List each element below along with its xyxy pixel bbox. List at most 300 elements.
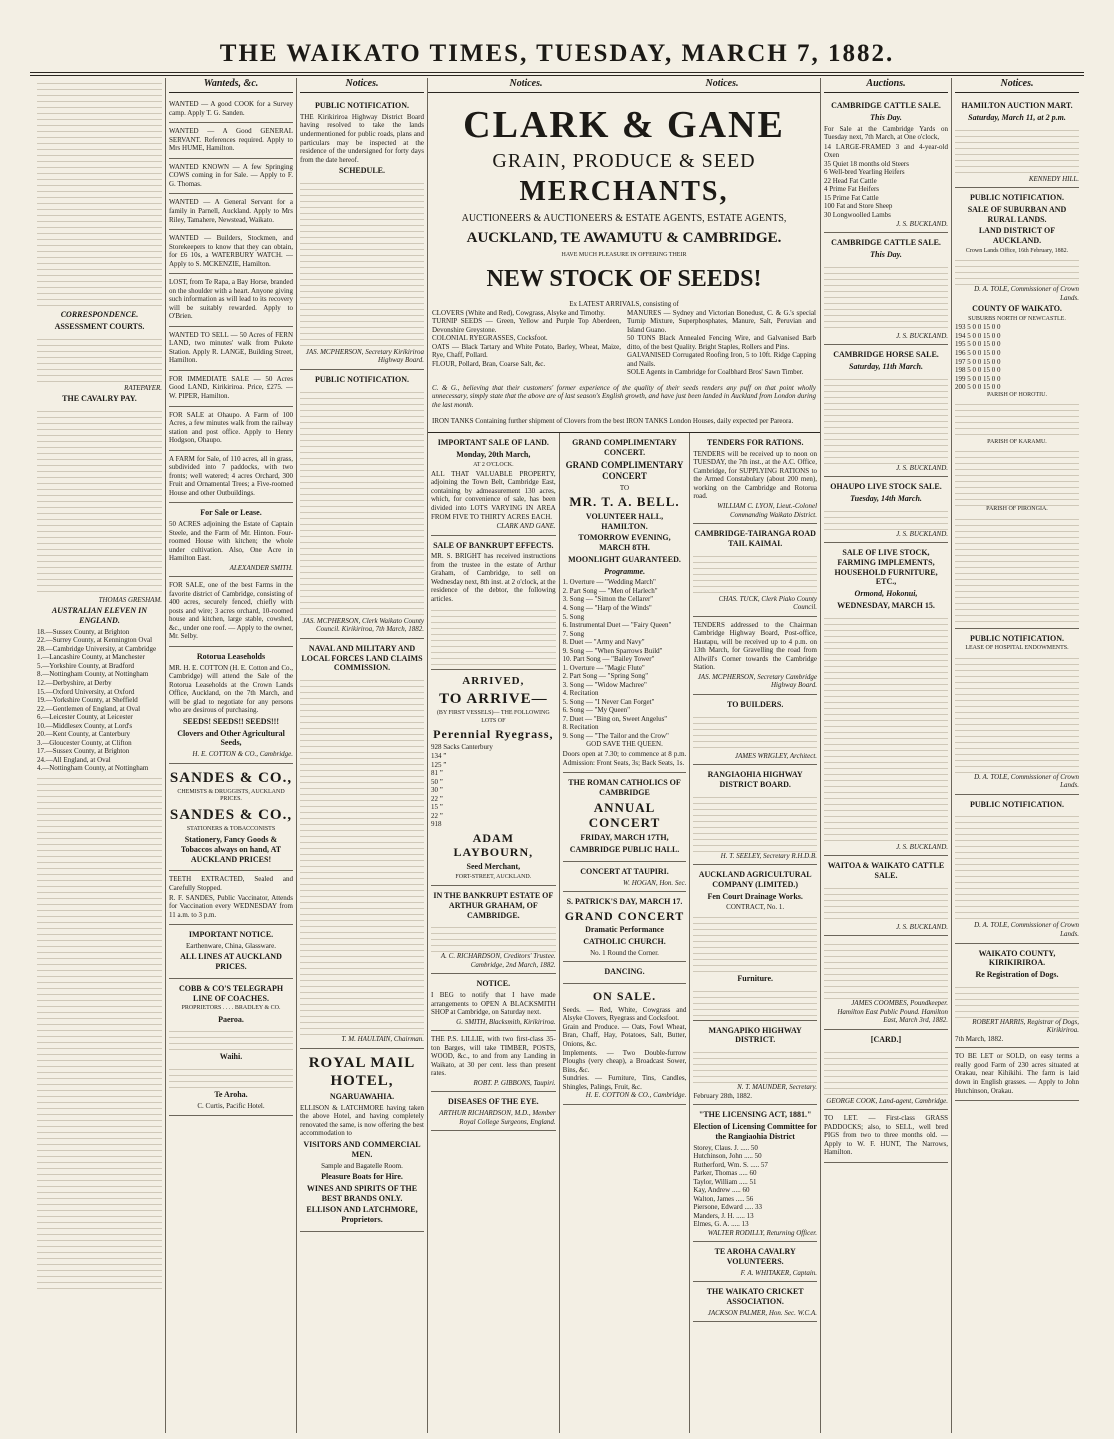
clark-gane-roles: AUCTIONEERS & AUCTIONEERS & ESTATE AGENTS, ESTATE AGENTS, (461, 213, 787, 225)
rotorua-heading: Rotorua Leaseholds (196, 651, 266, 661)
masthead: THE WAIKATO TIMES, TUESDAY, MARCH 7, 1882. (219, 40, 895, 67)
notice-heading: PUBLIC NOTIFICATION. (314, 101, 410, 111)
seed-item: CLOVERS (White and Red), Cowgrass, Alsyke and Timothy. (432, 308, 605, 317)
ad-text: MR. H. E. COTTON (H. E. Cotton and Co., Cambridge) will attend the Sale of the Rotorua Leaseholds at the Crown Lands Office, Auckland, on the 7th March, and will be glad to negotiate for any persons who are desirous of purchasing. (169, 663, 293, 715)
clark-gane-place: AUCKLAND, TE AWAMUTU & CAMBRIDGE. (466, 230, 782, 247)
concert-when: TOMORROW EVENING, MARCH 8TH. (578, 533, 671, 553)
royal-visitors: VISITORS AND COMMERCIAL MEN. (303, 1140, 421, 1159)
mangapiko-text (693, 1047, 817, 1083)
lillie-text: THE P.S. LILLIE, with two first-class 35-ton Barges, will take TIMBER, POSTS, WOOD, &c., to and from any Landing in Waikato, at 30 per cent. less than present rates. (431, 1035, 556, 1078)
fixture-item: 20.—Kent County, at Canterbury (37, 730, 131, 739)
concert-name: MR. T. A. BELL. (569, 494, 680, 510)
annual-place: CAMBRIDGE PUBLIC HALL. (569, 845, 680, 855)
god-save: GOD SAVE THE QUEEN. (586, 740, 663, 749)
bankruptcy2-signature: A. C. RICHARDSON, Creditors' Trustee. Cambridge, 2nd March, 1882. (440, 952, 556, 969)
naval-heading: NAVAL AND MILITARY AND LOCAL FORCES LAND CLAIMS COMMISSION. (301, 643, 423, 673)
sack-item: 15 ” (431, 803, 443, 812)
sale-signature: CLARK AND GANE. (496, 522, 556, 531)
clark-gane-ad (428, 96, 820, 433)
vessels-text: (BY FIRST VESSELS)— THE FOLLOWING LOTS OF (436, 710, 550, 724)
column-6 (559, 433, 690, 1433)
farm-date: WEDNESDAY, MARCH 15. (837, 600, 935, 610)
fixture-item: 24.—All England, at Oval (37, 755, 111, 764)
ryegrass-heading: Perennial Ryegrass, (433, 726, 554, 741)
ad-text: A FARM for Sale, of 110 acres, all in grass, subdivided into 7 paddocks, with two fronts; well watered; 4 acres Orchard, 300 Fruit and Ornamental Trees; a Five-roomed House and other Outbuildings. (169, 454, 293, 497)
candidate-item: Manders, J. H. ..... 13 (693, 1211, 754, 1220)
cattle-item: 30 Longwoolled Lambs (824, 211, 891, 219)
impounded-text (824, 939, 948, 999)
sale-text: ALL THAT VALUABLE PROPERTY, adjoining the Town Belt, Cambridge East, containing by admeasurement 130 acres, which, for convenience of sale, has been divided into LOTS VARYING IN AREA FROM FIVE TO THIRTY ACRES EACH. (431, 469, 556, 521)
cattle-item: 100 Fat and Store Sheep (824, 202, 893, 211)
column-9 (951, 78, 1082, 1433)
dogs-date: 7th March, 1882. (955, 1034, 1004, 1043)
card-heading: [CARD.] (870, 1034, 902, 1044)
notice-signature: JAS. MCPHERSON, Secretary Kirikiriroa Highway Board. (305, 347, 424, 365)
seed-item: COLONIAL RYEGRASSES, Cocksfoot. (432, 334, 548, 343)
seed-item: TURNIP SEEDS — Green, Yellow and Purple Top Aberdeen, Devonshire Greystone. (432, 317, 621, 334)
rangiaohia-text (693, 792, 817, 852)
on-sale-item: Implements. — Two Double-furrow Ploughs (very cheap), a Broadcast Sower, Bins, &c. (562, 1048, 687, 1074)
fixture-item: 5.—Yorkshire County, at Bradford (37, 661, 135, 670)
ohaupo-text (824, 506, 948, 530)
ad-text: R. F. SANDES, Public Vaccinator, Attends for Vaccination every WEDNESDAY from 11 a.m. to 3 p.m. (169, 893, 293, 919)
candidate-item: Walton, James ..... 56 (693, 1194, 754, 1203)
notif-date: Crown Lands Office, 16th February, 1882. (965, 247, 1069, 254)
cavalry-heading: THE CAVALRY PAY. (62, 394, 137, 404)
rations-text: TENDERS will be received up to noon on TUESDAY, the 7th inst., at the A.C. Office, Cambridge, for SUPPLYING RATIONS to the Armed Constabulary (about 200 men), working on the Cambridge and Rotorua road. (693, 449, 818, 501)
column-8 (820, 78, 951, 1433)
hamilton-signature: KENNEDY HILL. (1028, 174, 1079, 183)
candidate-item: Hutchinson, John ..... 50 (693, 1152, 762, 1161)
horse-text (824, 374, 948, 464)
dogs-heading: Re Registration of Dogs. (975, 970, 1059, 980)
ad-text: WANTED — Builders, Stockmen, and Storekeepers to know that they can obtain, for £6 10s, a WATERBURY WATCH. — Apply to S. MCKENZIE, Hamilton. (169, 234, 293, 268)
fixture-item: 12.—Derbyshire, at Derby (37, 679, 112, 687)
columns (34, 78, 1084, 1433)
adam-place: FORT-STREET, AUCKLAND. (455, 873, 532, 880)
dogs-text (955, 982, 1079, 1018)
candidate-item: Parker, Thomas ..... 60 (693, 1169, 757, 1178)
ad-text: 50 ACRES adjoining the Estate of Captain Steele, and the Farm of Mr. Hinton. Four-roomed House with kitchen; the whole under cultivation. Also, One Acre in Hamilton East. (169, 520, 293, 563)
builders-text (693, 712, 817, 752)
clark-gane-merchants: MERCHANTS, (519, 175, 729, 207)
programme-item: 8. Recitation (562, 723, 599, 732)
ad-text: WANTED — A good COOK for a Survey camp. Apply T. G. Sanden. (169, 100, 293, 117)
seed-item: MANURES — Sydney and Victorian Bonedust, C. & G.'s special Turnip Mixture, Superphosphates, Manure, Salt, Peruvian and Island Guano. (627, 308, 816, 334)
route-text (169, 1064, 293, 1088)
cattle-text: For Sale at the Cambridge Yards on Tuesday next, 7th March, at One o'clock, (824, 124, 948, 142)
lot-item: 198 5 0 0 15 0 0 (955, 366, 1001, 375)
programme-item: 3. Song — "Simon the Cellarer" (562, 595, 654, 604)
concert-big: GRAND COMPLIMENTARY CONCERT (565, 459, 684, 481)
fixture-item: 22.—Gentlemen of England, at Oval (37, 704, 141, 713)
on-sale-heading: ON SALE. (592, 989, 657, 1004)
cricket-heading: THE WAIKATO CRICKET ASSOCIATION. (706, 1287, 804, 1307)
ad-text: WANTED — A General Servant for a family in Parnell, Auckland. Apply to Mrs Riley, Tamahere, Newstead, Waikato. (169, 198, 293, 224)
on-sale-item: Grain and Produce. — Oats, Fowl Wheat, Bran, Chaff, Hay, Potatoes, Salt, Butter, Onions, &c. (562, 1022, 687, 1048)
programme-item: 7. Song (562, 629, 585, 638)
hamilton-text (955, 125, 1079, 175)
fixture-item: 17.—Sussex County, at Brighton (37, 747, 130, 756)
te-aroha-cavalry-signature: F. A. WHITAKER, Captain. (740, 1268, 818, 1277)
group-headers (428, 78, 820, 96)
mangapiko-signature: N. T. MAUNDER, Secretary. (737, 1083, 818, 1092)
programme-item: 9. Song — "When Sparrows Build" (562, 646, 663, 655)
fixture-item: 28.—Cambridge University, at Cambridge (37, 644, 157, 653)
naval-signature: T. M. HAULTAIN, Chairman. (341, 1035, 424, 1043)
builders-heading: TO BUILDERS. (727, 699, 784, 709)
important-sub: Earthenware, China, Glassware. (186, 941, 276, 950)
grand-concert-place: CATHOLIC CHURCH. (583, 937, 666, 947)
annual-date: FRIDAY, MARCH 17TH, (580, 833, 669, 843)
notif-heading: PUBLIC NOTIFICATION. (969, 193, 1065, 203)
correspondence-heading: CORRESPONDENCE. (60, 310, 139, 319)
bankruptcy2-heading: IN THE BANKRUPT ESTATE OF ARTHUR GRAHAM, OF CAMBRIDGE. (433, 891, 554, 920)
sack-item: 125 ” (431, 760, 447, 769)
concert-heading: GRAND COMPLIMENTARY CONCERT. (572, 438, 677, 457)
cattle-item: 4 Prime Fat Heifers (824, 185, 880, 194)
clark-gane-tanks: IRON TANKS Containing further shipment of Clovers from the best IRON TANKS London Houses, daily expected per Pareora. (432, 416, 794, 425)
section-header: Auctions. (824, 78, 948, 93)
karamu-heading: PARISH OF KARAMU. (987, 438, 1047, 445)
royal-hotel-place: NGARUAWAHIA. (329, 1092, 395, 1102)
ad-signature: ALEXANDER SMITH. (229, 563, 293, 572)
impounded-signature: JAMES COOMBES, Poundkeeper. Hamilton East Public Pound. Hamilton East, March 3rd, 1882. (837, 999, 948, 1025)
cattle-item: 15 Prime Fat Cattle (824, 193, 879, 202)
bankrupt-text: MR. S. BRIGHT has received instructions from the trustee in the estate of Arthur Graham, of Cambridge, to sell on Wednesday next, 8th inst. at 2 o'clock, at the residence of the debtor, the following articles. (431, 552, 556, 603)
ohaupo-date: Tuesday, 14th March. (850, 493, 922, 503)
sandes-sub: CHEMISTS & DRUGGISTS, AUCKLAND PRICES. (177, 788, 285, 803)
letter-text (37, 406, 162, 596)
patrick-heading: S. PATRICK'S DAY, MARCH 17. (566, 897, 683, 907)
hamilton-date: Saturday, March 11, at 2 p.m. (968, 112, 1066, 122)
tairanga-signature: CHAS. TUCK, Clerk Piako County Council. (718, 594, 818, 612)
lot-item: 193 5 0 0 15 0 0 (955, 323, 1001, 332)
article-text (37, 78, 162, 308)
column-7 (689, 433, 820, 1433)
card-text (824, 1047, 948, 1097)
sack-item: 81 ” (431, 769, 443, 778)
ohaupo-signature: J. S. BUCKLAND. (896, 529, 948, 538)
notice-text (300, 387, 424, 617)
furniture-heading: Furniture. (737, 973, 773, 983)
candidate-item: Piersone, Edward ..... 33 (693, 1203, 762, 1212)
let-text: TO BE LET or SOLD, on easy terms a really good Farm of 230 acres situated at Orakau, near Kihikihi. The farm is laid down in English grasses. — Apply to John Hutchinson, Orakau. (955, 1052, 1079, 1095)
cattle-signature: J. S. BUCKLAND. (896, 219, 948, 228)
notice-signature: G. SMITH, Blacksmith, Kirikiriroa. (456, 1017, 556, 1026)
ad-text: FOR IMMEDIATE SALE — 50 Acres Good LAND, Kirikiriroa. Price, £275. — W. PIPER, Hamilton. (169, 374, 293, 400)
section-header: Wanteds, &c. (169, 78, 293, 93)
cattle2-signature: J. S. BUCKLAND. (896, 331, 948, 340)
horotiu-text (955, 399, 1079, 439)
rations-signature: WILLIAM C. LYON, Lieut.-Colonel Commanding Waikato District. (717, 502, 818, 519)
route-paeroa: Paeroa. (218, 1014, 244, 1024)
seed-item: GALVANISED Corrugated Roofing Iron, 5 to 10ft. Ridge Capping and Nails. (627, 351, 816, 368)
pirongia-text (955, 514, 1079, 624)
notice-heading: PUBLIC NOTIFICATION. (314, 374, 410, 384)
clark-gane-seeds: NEW STOCK OF SEEDS! (486, 265, 762, 292)
items-right (627, 309, 816, 377)
notice-text: THE Kirikiriroa Highway District Board having resolved to take the lands undermentioned for public roads, plans and particulars may be inspected at the residence of the undersigned for forty days from the date hereof. (300, 112, 424, 164)
seed-item: OATS — Black Tartary and White Potato, Barley, Wheat, Maize, Rye, Chaff, Pollard. (432, 342, 621, 360)
aap-text (693, 912, 817, 972)
cattle-item: 6 Well-bred Yearling Heifers (824, 168, 905, 177)
assessment-signature: RATEPAYER. (124, 383, 162, 392)
fixture-item: 4.—Nottingham County, at Nottingham (37, 764, 149, 773)
candidate-item: Taylor, William ..... 51 (693, 1177, 757, 1186)
clark-gane-arrivals: Ex LATEST ARRIVALS, consisting of (569, 300, 679, 309)
items-left (432, 309, 621, 377)
ad-text: WANTED TO SELL — 50 Acres of FERN LAND, two minutes' walk from Pukete Station. Apply R. LANGE, Building Street, Hamilton. (169, 330, 293, 365)
lot-item: 197 5 0 0 15 0 0 (955, 357, 1001, 366)
horse-date: Saturday, 11th March. (849, 361, 923, 371)
sack-item: 918 (431, 820, 442, 829)
concert-to: TO (619, 483, 630, 492)
rations-heading: TENDERS FOR RATIONS. (706, 438, 804, 448)
builders-signature: JAMES WRIGLEY, Architect. (734, 751, 818, 760)
te-aroha-cavalry-heading: TE AROHA CAVALRY VOLUNTEERS. (714, 1247, 796, 1267)
lot-item: 195 5 0 0 15 0 0 (955, 340, 1001, 349)
seeds-banner: SEEDS! SEEDS!! SEEDS!!! (182, 716, 280, 726)
cattle2-text (824, 262, 948, 332)
diseases-signature: ARTHUR RICHARDSON, M.D., Member Royal College Surgeons, England. (439, 1109, 556, 1126)
aap-contract: CONTRACT, No. 1. (726, 903, 785, 912)
furniture-text (693, 986, 817, 1016)
fixture-item: 15.—Oxford University, at Oxford (37, 687, 135, 696)
candidates-list (693, 1144, 817, 1229)
cavalry-signature: THOMAS GRESHAM. (98, 595, 162, 604)
horse-signature: J. S. BUCKLAND. (896, 463, 948, 472)
rangiaohia-heading: RANGIAOHIA HIGHWAY DISTRICT BOARD. (707, 770, 803, 789)
notif2-signature: D. A. TOLE, Commissioner of Crown Lands. (974, 772, 1079, 790)
adam-title: ADAM LAYBOURN, (453, 830, 534, 860)
programme-item: 6. Instrumental Duet — "Fairy Queen" (562, 621, 672, 630)
lot-item: 199 5 0 0 15 0 0 (955, 374, 1001, 383)
notice-text: I BEG to notify that I have made arrangements to OPEN A BLACKSMITH SHOP at Cambridge, on Saturday next. (431, 991, 556, 1017)
farm-heading: SALE OF LIVE STOCK, FARMING IMPLEMENTS, HOUSEHOLD FURNITURE, ETC., (834, 548, 938, 587)
catholic-heading: THE ROMAN CATHOLICS OF CAMBRIDGE (568, 778, 681, 797)
farm-place: Ormond, Hokonui, (854, 589, 918, 599)
let-text: TO LET. — First-class GRASS PADDOCKS; also, to SELL, well bred PIGS from two to three months old. — Apply to W. F. HUNT, The Narrows, Hamilton. (824, 1114, 948, 1157)
rangiaohia-signature: H. T. SEELEY, Secretary R.H.D.B. (720, 851, 818, 860)
route-te-aroha: Te Aroha. (214, 1090, 248, 1100)
farm-text (824, 613, 948, 843)
programme-item: 5. Song — "I Never Can Forget" (562, 697, 655, 706)
grand-concert-sub: Dramatic Performance (585, 925, 664, 935)
sacks-list (431, 752, 556, 829)
eleven-heading: AUSTRALIAN ELEVEN IN ENGLAND. (51, 606, 148, 626)
programme-item: 3. Song — "Widow Machree" (562, 680, 647, 689)
lillie-signature: ROBT. P. GIBBONS, Taupiri. (473, 1078, 556, 1087)
doors-text: Doors open at 7.30; to commence at 8 p.m. Admission: Front Seats, 3s; Back Seats, 1s. (562, 750, 687, 767)
schedule-heading: SCHEDULE. (338, 166, 385, 176)
lot-item: 200 5 0 0 15 0 0 (955, 383, 1001, 392)
clovers-heading: Clovers and Other Agricultural Seeds, (177, 728, 285, 748)
seed-item: FLOUR, Pollard, Bran, Coarse Salt, &c. (432, 359, 546, 368)
taupiri-heading: CONCERT AT TAUPIRI. (580, 866, 669, 876)
programme-item: 4. Song — "Harp of the Winds" (562, 603, 652, 612)
royal-boats: Pleasure Boats for Hire. (321, 1172, 403, 1182)
route-text (169, 1026, 293, 1050)
column-group (427, 78, 820, 1433)
notif-district: LAND DISTRICT OF AUCKLAND. (978, 226, 1056, 246)
programme-item: 9. Song — "The Tailor and the Crow" (562, 731, 669, 740)
sandes-title-2: SANDES & CO., (169, 806, 293, 823)
coach-agent: C. Curtis, Pacific Hotel. (197, 1101, 265, 1110)
route-waihi: Waihi. (219, 1052, 243, 1062)
notif-sub: SALE OF SUBURBAN AND RURAL LANDS. (967, 204, 1067, 224)
on-sale-list (563, 1006, 687, 1091)
ad-text: FOR SALE at Ohaupo. A Farm of 100 Acres, a few minutes walk from the railway station and post office. Apply to Henry Hodgson, Ohaupo. (169, 410, 293, 445)
notice-heading: NOTICE. (476, 979, 511, 989)
clark-gane-title: CLARK & GANE (463, 104, 785, 147)
fixture-item: 1.—Lancashire County, at Manchester (37, 653, 145, 662)
notif-text (955, 255, 1079, 285)
royal-signature: ELLISON AND LATCHMORE, Proprietors. (306, 1205, 418, 1225)
fixture-item: 8.—Nottingham County, at Nottingham (37, 670, 149, 679)
bankrupt-list (431, 605, 556, 665)
ad-text: LOST, from Te Rapa, a Bay Horse, branded on the shoulder with a heart. Anyone giving such information as will lead to its recovery will be suitably rewarded. Apply to O'Brien. (169, 278, 293, 321)
sandes-sub-2: STATIONERS & TOBACCONISTS (186, 825, 276, 832)
sack-item: 50 ” (431, 777, 443, 786)
clark-gane-quality: C. & G., believing that their customers' former experience of the quality of their seeds renders any puff on that point wholly unnecessary, simply state that the above are of last season's English growth, and have just been landed in Auckland from London during the last month. (432, 383, 816, 409)
section-header: Notices. (624, 78, 820, 93)
programme-heading: Programme. (603, 566, 646, 576)
bridge-signature: JAS. MCPHERSON, Secretary Cambridge Highway Board. (697, 672, 818, 690)
programme-item: 5. Song (562, 612, 585, 621)
programme-item: 1. Overture — "Magic Flute" (562, 663, 645, 672)
royal-wines: WINES AND SPIRITS OF THE BEST BRANDS ONLY. (306, 1183, 418, 1203)
notif2-heading: PUBLIC NOTIFICATION. (969, 633, 1065, 643)
ad-text: WANTED KNOWN — A few Springing COWS coming in for Sale. — Apply to F. G. Thomas. (169, 162, 293, 188)
sack-item: 30 ” (431, 786, 443, 795)
letter-text (37, 334, 162, 384)
this-day-2: This Day. (870, 249, 902, 259)
column-2 (165, 78, 296, 1433)
on-sale-signature: H. E. COTTON & CO., Cambridge. (585, 1091, 687, 1100)
article-text (37, 773, 162, 1293)
on-sale-item: Sundries. — Furniture, Tins, Candles, Shingles, Palings, Fruit, &c. (562, 1074, 687, 1091)
sack-item: 22 ” (431, 794, 443, 803)
programme-item: 10. Part Song — "Bailey Tower" (562, 655, 655, 664)
cattle-item: 22 Head Fat Cattle (824, 176, 877, 185)
notif3-text (955, 811, 1079, 921)
horse-heading: CAMBRIDGE HORSE SALE. (833, 350, 939, 360)
adam-sub: Seed Merchant, (466, 862, 521, 872)
karamu-text (955, 446, 1079, 506)
mangapiko-heading: MANGAPIKO HIGHWAY DISTRICT. (708, 1025, 802, 1045)
sandes-title: SANDES & CO., (169, 769, 293, 786)
sale-time: AT 2 O'CLOCK. (473, 461, 514, 468)
programme-item: 2. Part Song — "Spring Song" (562, 672, 649, 681)
hamilton-heading: HAMILTON AUCTION MART. (961, 101, 1073, 111)
fixture-item: 19.—Yorkshire County, at Sheffield (37, 696, 138, 705)
cricket-signature: JACKSON PALMER, Hon. Sec. W.C.A. (707, 1308, 818, 1317)
horotiu-heading: PARISH OF HOROTIU. (987, 391, 1047, 398)
notice-signature: JAS. MCPHERSON, Clerk Waikato County Council. Kirikiriroa, 7th March, 1882. (302, 616, 424, 634)
candidate-item: Rutherford, Wm. S. ..... 57 (693, 1160, 768, 1169)
cattle-heading: CAMBRIDGE CATTLE SALE. (831, 101, 941, 111)
waitoa-heading: WAITOA & WAIKATO CATTLE SALE. (827, 861, 945, 880)
sale-date: Monday, 20th March, (456, 449, 531, 459)
programme-item: 1. Overture — "Wedding March" (562, 578, 656, 587)
masthead-rule-2 (30, 75, 1084, 76)
county-heading: COUNTY OF WAIKATO. (972, 304, 1062, 314)
lot-item: 194 5 0 0 15 0 0 (955, 331, 1001, 340)
cattle-list (824, 143, 948, 220)
this-day: This Day. (870, 112, 902, 122)
ohaupo-heading: OHAUPO LIVE STOCK SALE. (830, 482, 942, 492)
notif2-sub: LEASE OF HOSPITAL ENDOWMENTS. (965, 645, 1069, 652)
sack-item: 22 ” (431, 811, 443, 820)
waitoa-text (824, 883, 948, 923)
annual-concert: ANNUAL CONCERT (588, 799, 661, 831)
seed-item: SOLE Agents in Cambridge for Coalbhard Bros' Sawn Timber. (627, 368, 804, 377)
aap-heading: AUCKLAND AGRICULTURAL COMPANY (LIMITED.) (698, 870, 812, 889)
newcastle-heading: SUBURBS NORTH OF NEWCASTLE. (968, 316, 1066, 323)
ad-text: FOR SALE, one of the best Farms in the favorite district of Cambridge, consisting of 400 acres, securely fenced, chiefly with posts and wire; 3 acres orchard, 10-roomed house and kitchen, large stable, cowshed, &c., under one roof. — Apply to the owner, Mr. Selby. (169, 581, 293, 641)
column-5 (428, 433, 559, 1433)
sandes-line: Stationery, Fancy Goods & Tobaccos always on hand, AT AUCKLAND PRICES! (180, 835, 282, 864)
lot-item: 196 5 0 0 15 0 0 (955, 349, 1001, 357)
programme-item: 4. Recitation (562, 689, 599, 698)
section-header: Notices. (300, 78, 424, 93)
fixture-item: 18.—Sussex County, at Brighton (37, 627, 130, 636)
grand-concert-dance: No. 1 Round the Corner. (590, 948, 659, 957)
dancing-heading: DANCING. (604, 967, 645, 977)
ad-text: TEETH EXTRACTED, Sealed and Carefully Stopped. (169, 875, 293, 892)
fixture-item: 22.—Surrey County, at Kennington Oval (37, 636, 153, 645)
programme-item: 7. Duet — "Bing on, Sweet Angelus" (562, 714, 668, 723)
sale-heading: IMPORTANT SALE OF LAND. (437, 438, 549, 448)
section-header: Notices. (428, 78, 624, 93)
masthead-rule (30, 72, 1084, 73)
naval-text (300, 675, 424, 1035)
fixture-item: 3.—Gloucester County, at Clifton (37, 738, 132, 747)
coach-proprietors: PROPRIETORS . . . . BRADLEY & CO. (181, 1005, 281, 1012)
fixtures-list (37, 628, 162, 773)
card-signature: GEORGE COOK, Land-agent, Cambridge. (826, 1096, 948, 1105)
assessment-heading: ASSESSMENT COURTS. (54, 321, 145, 331)
clark-gane-items (432, 309, 816, 377)
sacks-title: 928 Sacks Canterbury (431, 743, 493, 752)
bridge-text: TENDERS addressed to the Chairman Cambridge Highway Board, Post-office, Hautapu, will be received up to 4 p.m. on 13th March, for Gravelling the road from Allwill's Corner towards the Cambridge Station. (693, 620, 818, 672)
tairanga-text (693, 551, 817, 595)
concert-hall: VOLUNTEER HALL, HAMILTON. (585, 511, 664, 531)
cattle2-heading: CAMBRIDGE CATTLE SALE. (831, 238, 941, 248)
cattle-item: 14 LARGE-FRAMED 3 and 4-year-old Oxen (824, 142, 948, 160)
section-header: Notices. (955, 78, 1079, 93)
tairanga-heading: CAMBRIDGE-TAIRANGA ROAD TAIL KAIMAI. (694, 529, 816, 548)
licensing-sub: Election of Licensing Committee for the Rangiaohia District (693, 1122, 817, 1141)
royal-hotel-title: ROYAL MAIL HOTEL, (308, 1054, 416, 1089)
bankruptcy2-text (431, 922, 556, 952)
programme-item: 6. Song — "My Queen" (562, 706, 631, 715)
candidate-item: Elmes, G. A. ..... 13 (693, 1220, 749, 1229)
cattle-item: 35 Quiet 18 months old Steers (824, 159, 909, 168)
ad-text: WANTED — A Good GENERAL SERVANT. References required. Apply to Mrs HUME, Hamilton. (169, 127, 293, 153)
mangapiko-date: February 28th, 1882. (693, 1091, 753, 1100)
waitoa-signature: J. S. BUCKLAND. (896, 922, 948, 931)
candidate-item: Storey, Claus. J. ..... 50 (693, 1143, 758, 1152)
candidate-item: Kay, Andrew ..... 60 (693, 1186, 750, 1195)
dogs-signature: ROBERT HARRIS, Registrar of Dogs, Kirikiriroa. (972, 1017, 1079, 1035)
royal-hotel-text: ELLISON & LATCHMORE having taken the above Hotel, and having completely renovated the same, is now offering the best accommodation to (300, 1103, 424, 1138)
notif2-text (955, 653, 1079, 773)
lower-columns (428, 433, 820, 1433)
seed-item: 50 TONS Black Annealed Fencing Wire, and Galvanised Barb ditto, of the best Quality. Bright Staples, Rollers and Pins. (627, 334, 816, 351)
taupiri-signature: W. HOGAN, Hon. Sec. (623, 878, 687, 887)
